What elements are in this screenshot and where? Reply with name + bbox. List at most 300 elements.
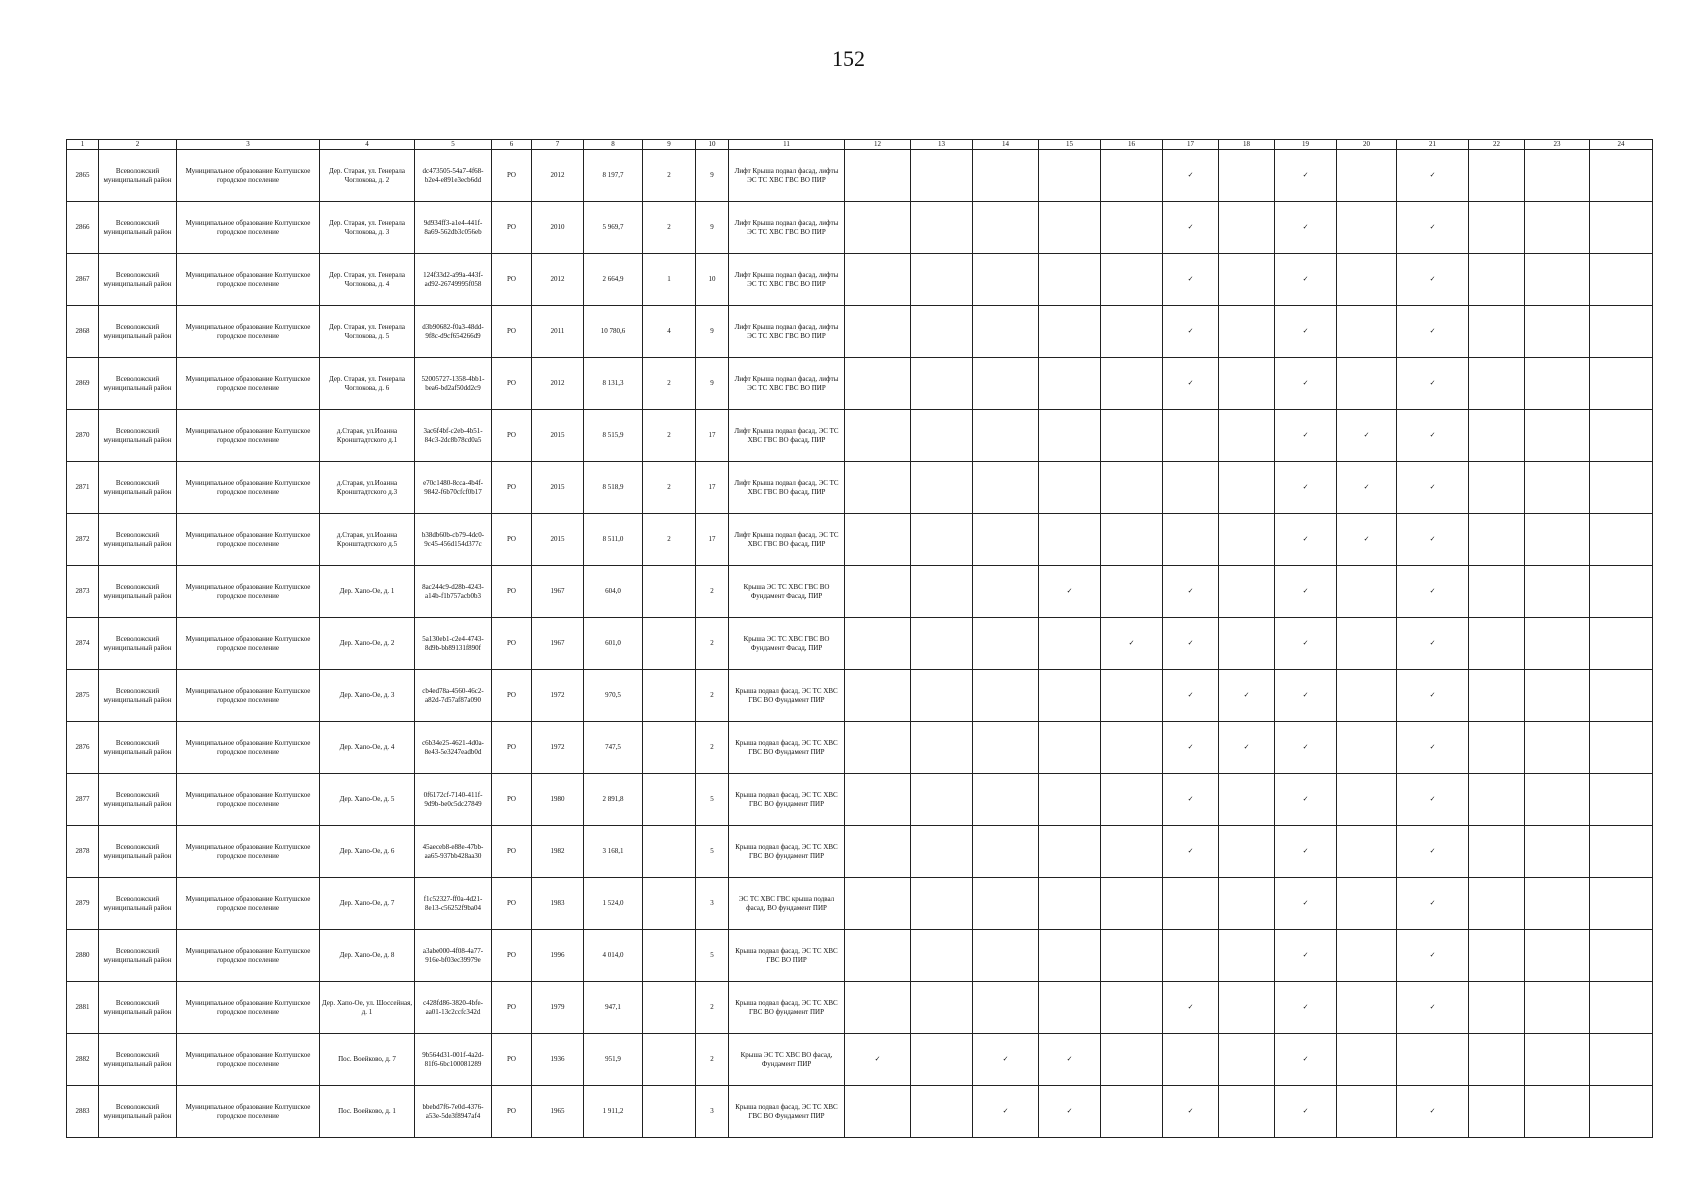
check-mark-icon: ✓ (1397, 878, 1469, 930)
municipality-cell: Муниципальное образование Колтушское городское поселение (177, 202, 320, 254)
empty-cell (911, 618, 973, 670)
address-cell: Дер. Хапо-Ое, д. 8 (320, 930, 415, 982)
type-cell: PO (492, 670, 532, 722)
check-mark-icon: ✓ (1397, 826, 1469, 878)
column-number: 5 (415, 140, 492, 150)
empty-cell (1590, 878, 1653, 930)
check-mark-icon: ✓ (1163, 306, 1219, 358)
check-mark-icon: ✓ (1337, 462, 1397, 514)
year-cell: 1979 (532, 982, 584, 1034)
empty-cell (911, 1034, 973, 1086)
area-cell: 947,1 (584, 982, 643, 1034)
check-mark-icon: ✓ (1275, 670, 1337, 722)
empty-cell (845, 722, 911, 774)
area-cell: 604,0 (584, 566, 643, 618)
municipality-cell: Муниципальное образование Колтушское городское поселение (177, 618, 320, 670)
empty-cell (845, 774, 911, 826)
table-row (67, 878, 1653, 930)
empty-cell (973, 670, 1039, 722)
empty-cell (1469, 826, 1525, 878)
empty-cell (1590, 774, 1653, 826)
check-mark-icon: ✓ (1163, 722, 1219, 774)
table-row (67, 774, 1653, 826)
row-number: 2881 (67, 982, 99, 1034)
type-cell: PO (492, 826, 532, 878)
col9-cell (643, 566, 696, 618)
check-mark-icon: ✓ (1275, 410, 1337, 462)
column-number: 1 (67, 140, 99, 150)
empty-cell (973, 930, 1039, 982)
row-number: 2866 (67, 202, 99, 254)
check-mark-icon: ✓ (1275, 878, 1337, 930)
district-cell: Всеволожский муниципальный район (99, 982, 177, 1034)
check-mark-icon: ✓ (1275, 1086, 1337, 1138)
district-cell: Всеволожский муниципальный район (99, 306, 177, 358)
empty-cell (1039, 202, 1101, 254)
district-cell: Всеволожский муниципальный район (99, 826, 177, 878)
type-cell: PO (492, 982, 532, 1034)
table-row (67, 1086, 1653, 1138)
empty-cell (1590, 150, 1653, 202)
empty-cell (1590, 982, 1653, 1034)
empty-cell (911, 1086, 973, 1138)
check-mark-icon: ✓ (1163, 358, 1219, 410)
municipality-cell: Муниципальное образование Колтушское городское поселение (177, 254, 320, 306)
table-row (67, 826, 1653, 878)
works-cell: Крыша подвал фасад, ЭС ТС ХВС ГВС ВО Фундамент ПИР (729, 670, 845, 722)
area-cell: 3 168,1 (584, 826, 643, 878)
table-row (67, 462, 1653, 514)
col10-cell: 9 (696, 306, 729, 358)
empty-cell (911, 202, 973, 254)
empty-cell (1469, 254, 1525, 306)
empty-cell (1219, 1034, 1275, 1086)
empty-cell (1590, 1086, 1653, 1138)
col9-cell: 2 (643, 514, 696, 566)
building-guid-cell: bbebd7f6-7e0d-4376-a53e-5de3f8947af4 (415, 1086, 492, 1138)
check-mark-icon: ✓ (1397, 202, 1469, 254)
check-mark-icon: ✓ (1275, 462, 1337, 514)
column-number: 16 (1101, 140, 1163, 150)
empty-cell (1101, 982, 1163, 1034)
empty-cell (1337, 306, 1397, 358)
empty-cell (845, 982, 911, 1034)
address-cell: Дер. Хапо-Ое, д. 6 (320, 826, 415, 878)
column-number-row (67, 140, 1653, 150)
column-number: 12 (845, 140, 911, 150)
check-mark-icon: ✓ (1275, 722, 1337, 774)
col9-cell (643, 774, 696, 826)
empty-cell (1101, 774, 1163, 826)
empty-cell (1525, 826, 1590, 878)
empty-cell (1101, 462, 1163, 514)
building-guid-cell: 3ac6f4bf-c2eb-4b51-84c3-2dc8b78cd0a5 (415, 410, 492, 462)
empty-cell (1469, 566, 1525, 618)
empty-cell (1525, 1086, 1590, 1138)
empty-cell (1219, 826, 1275, 878)
col9-cell (643, 826, 696, 878)
empty-cell (1337, 774, 1397, 826)
empty-cell (1219, 306, 1275, 358)
district-cell: Всеволожский муниципальный район (99, 202, 177, 254)
empty-cell (911, 462, 973, 514)
check-mark-icon: ✓ (1275, 566, 1337, 618)
empty-cell (973, 566, 1039, 618)
empty-cell (1590, 826, 1653, 878)
address-cell: Пос. Воейково, д. 7 (320, 1034, 415, 1086)
empty-cell (973, 462, 1039, 514)
empty-cell (1469, 774, 1525, 826)
works-cell: Крыша подвал фасад, ЭС ТС ХВС ГВС ВО фундамент ПИР (729, 826, 845, 878)
works-cell: Лифт Крыша подвал фасад, ЭС ТС ХВС ГВС ВО фасад, ПИР (729, 514, 845, 566)
district-cell: Всеволожский муниципальный район (99, 722, 177, 774)
empty-cell (1039, 306, 1101, 358)
area-cell: 8 511,0 (584, 514, 643, 566)
building-guid-cell: b38db60b-cb79-4dc0-9c45-456d154d377c (415, 514, 492, 566)
empty-cell (845, 1086, 911, 1138)
type-cell: PO (492, 1034, 532, 1086)
column-number: 11 (729, 140, 845, 150)
works-cell: Крыша подвал фасад, ЭС ТС ХВС ГВС ВО Фундамент ПИР (729, 1086, 845, 1138)
empty-cell (1163, 514, 1219, 566)
address-cell: д.Старая, ул.Иоанна Кронштадтского д.3 (320, 462, 415, 514)
municipality-cell: Муниципальное образование Колтушское городское поселение (177, 150, 320, 202)
building-guid-cell: 9d934ff3-a1e4-441f-8a69-562db3c056eb (415, 202, 492, 254)
empty-cell (1469, 306, 1525, 358)
empty-cell (973, 150, 1039, 202)
empty-cell (1525, 306, 1590, 358)
col10-cell: 17 (696, 514, 729, 566)
row-number: 2871 (67, 462, 99, 514)
col9-cell: 1 (643, 254, 696, 306)
check-mark-icon: ✓ (1101, 618, 1163, 670)
empty-cell (1219, 982, 1275, 1034)
row-number: 2883 (67, 1086, 99, 1138)
empty-cell (911, 410, 973, 462)
works-cell: Лифт Крыша подвал фасад, лифты ЭС ТС ХВС ГВС ВО ПИР (729, 254, 845, 306)
check-mark-icon: ✓ (1275, 514, 1337, 566)
empty-cell (1101, 930, 1163, 982)
district-cell: Всеволожский муниципальный район (99, 254, 177, 306)
district-cell: Всеволожский муниципальный район (99, 462, 177, 514)
district-cell: Всеволожский муниципальный район (99, 358, 177, 410)
column-number: 20 (1337, 140, 1397, 150)
check-mark-icon: ✓ (1275, 930, 1337, 982)
type-cell: PO (492, 618, 532, 670)
district-cell: Всеволожский муниципальный район (99, 150, 177, 202)
empty-cell (1469, 462, 1525, 514)
column-number: 2 (99, 140, 177, 150)
works-cell: Крыша подвал фасад, ЭС ТС ХВС ГВС ВО Фундамент ПИР (729, 722, 845, 774)
col10-cell: 3 (696, 878, 729, 930)
check-mark-icon: ✓ (1275, 202, 1337, 254)
row-number: 2873 (67, 566, 99, 618)
empty-cell (1039, 150, 1101, 202)
row-number: 2867 (67, 254, 99, 306)
works-cell: Лифт Крыша подвал фасад, ЭС ТС ХВС ГВС ВО фасад, ПИР (729, 410, 845, 462)
works-cell: Крыша ЭС ТС ХВС ВО фасад, Фундамент ПИР (729, 1034, 845, 1086)
empty-cell (973, 254, 1039, 306)
check-mark-icon: ✓ (1219, 722, 1275, 774)
works-cell: Лифт Крыша подвал фасад, лифты ЭС ТС ХВС ГВС ВО ПИР (729, 306, 845, 358)
empty-cell (1101, 358, 1163, 410)
address-cell: Дер. Хапо-Ое, д. 3 (320, 670, 415, 722)
empty-cell (1469, 150, 1525, 202)
check-mark-icon: ✓ (1163, 618, 1219, 670)
col10-cell: 9 (696, 358, 729, 410)
empty-cell (1525, 202, 1590, 254)
building-guid-cell: 45aeceb8-e88e-47bb-aa65-937bb428aa30 (415, 826, 492, 878)
year-cell: 2011 (532, 306, 584, 358)
empty-cell (1337, 930, 1397, 982)
empty-cell (911, 982, 973, 1034)
check-mark-icon: ✓ (1397, 722, 1469, 774)
building-guid-cell: c6b34e25-4621-4d0a-8e43-5e3247eadb0d (415, 722, 492, 774)
empty-cell (1101, 254, 1163, 306)
empty-cell (1469, 1034, 1525, 1086)
empty-cell (973, 878, 1039, 930)
building-guid-cell: e70c1480-8cca-4b4f-9842-f6b70cfcf0b17 (415, 462, 492, 514)
district-cell: Всеволожский муниципальный район (99, 774, 177, 826)
table-row (67, 358, 1653, 410)
empty-cell (1337, 254, 1397, 306)
district-cell: Всеволожский муниципальный район (99, 1034, 177, 1086)
check-mark-icon: ✓ (1275, 826, 1337, 878)
table-row (67, 150, 1653, 202)
column-number: 7 (532, 140, 584, 150)
area-cell: 1 524,0 (584, 878, 643, 930)
address-cell: Пос. Воейково, д. 1 (320, 1086, 415, 1138)
col10-cell: 9 (696, 150, 729, 202)
empty-cell (1590, 514, 1653, 566)
row-number: 2878 (67, 826, 99, 878)
year-cell: 1983 (532, 878, 584, 930)
empty-cell (1039, 930, 1101, 982)
area-cell: 747,5 (584, 722, 643, 774)
col10-cell: 5 (696, 930, 729, 982)
type-cell: PO (492, 1086, 532, 1138)
year-cell: 1967 (532, 566, 584, 618)
empty-cell (973, 306, 1039, 358)
empty-cell (1590, 254, 1653, 306)
check-mark-icon: ✓ (1275, 150, 1337, 202)
year-cell: 1967 (532, 618, 584, 670)
col9-cell (643, 670, 696, 722)
building-guid-cell: a3abe000-4f08-4a77-916e-bf03ec39979e (415, 930, 492, 982)
empty-cell (1337, 566, 1397, 618)
type-cell: PO (492, 722, 532, 774)
area-cell: 8 515,9 (584, 410, 643, 462)
empty-cell (1039, 254, 1101, 306)
row-number: 2879 (67, 878, 99, 930)
table-row (67, 982, 1653, 1034)
empty-cell (1101, 202, 1163, 254)
empty-cell (1101, 306, 1163, 358)
empty-cell (1590, 566, 1653, 618)
empty-cell (911, 514, 973, 566)
year-cell: 1965 (532, 1086, 584, 1138)
empty-cell (1590, 306, 1653, 358)
year-cell: 2015 (532, 410, 584, 462)
empty-cell (1525, 618, 1590, 670)
empty-cell (1525, 774, 1590, 826)
empty-cell (1525, 982, 1590, 1034)
empty-cell (1101, 1086, 1163, 1138)
building-guid-cell: c428fd86-3820-4bfe-aa01-13c2ccfc342d (415, 982, 492, 1034)
row-number: 2880 (67, 930, 99, 982)
empty-cell (973, 982, 1039, 1034)
municipality-cell: Муниципальное образование Колтушское городское поселение (177, 462, 320, 514)
empty-cell (845, 826, 911, 878)
empty-cell (1219, 878, 1275, 930)
empty-cell (1525, 514, 1590, 566)
empty-cell (1337, 358, 1397, 410)
row-number: 2868 (67, 306, 99, 358)
works-cell: Крыша подвал фасад, ЭС ТС ХВС ГВС ВО фундамент ПИР (729, 774, 845, 826)
column-number: 23 (1525, 140, 1590, 150)
column-number: 3 (177, 140, 320, 150)
column-number: 22 (1469, 140, 1525, 150)
row-number: 2870 (67, 410, 99, 462)
col9-cell (643, 878, 696, 930)
municipality-cell: Муниципальное образование Колтушское городское поселение (177, 930, 320, 982)
type-cell: PO (492, 306, 532, 358)
empty-cell (1039, 826, 1101, 878)
empty-cell (911, 670, 973, 722)
check-mark-icon: ✓ (1039, 1034, 1101, 1086)
table-row (67, 254, 1653, 306)
year-cell: 2012 (532, 150, 584, 202)
municipality-cell: Муниципальное образование Колтушское городское поселение (177, 826, 320, 878)
empty-cell (1163, 878, 1219, 930)
building-guid-cell: 8ac244c9-d28b-4243-a14b-f1b757acb0b3 (415, 566, 492, 618)
col10-cell: 2 (696, 618, 729, 670)
municipality-cell: Муниципальное образование Колтушское городское поселение (177, 1086, 320, 1138)
empty-cell (973, 774, 1039, 826)
address-cell: Дер. Старая, ул. Генерала Чоглокова, д. 2 (320, 150, 415, 202)
building-guid-cell: dc473505-54a7-4f68-b2e4-e891e3ecb6dd (415, 150, 492, 202)
district-cell: Всеволожский муниципальный район (99, 930, 177, 982)
check-mark-icon: ✓ (1397, 358, 1469, 410)
year-cell: 1996 (532, 930, 584, 982)
empty-cell (1039, 358, 1101, 410)
col9-cell (643, 930, 696, 982)
type-cell: PO (492, 202, 532, 254)
check-mark-icon: ✓ (1397, 566, 1469, 618)
check-mark-icon: ✓ (1397, 410, 1469, 462)
empty-cell (845, 514, 911, 566)
empty-cell (1219, 774, 1275, 826)
district-cell: Всеволожский муниципальный район (99, 1086, 177, 1138)
year-cell: 2012 (532, 254, 584, 306)
area-cell: 951,9 (584, 1034, 643, 1086)
empty-cell (1469, 514, 1525, 566)
municipality-cell: Муниципальное образование Колтушское городское поселение (177, 358, 320, 410)
empty-cell (1219, 358, 1275, 410)
column-number: 6 (492, 140, 532, 150)
col9-cell: 2 (643, 358, 696, 410)
address-cell: Дер. Хапо-Ое, д. 4 (320, 722, 415, 774)
check-mark-icon: ✓ (973, 1086, 1039, 1138)
district-cell: Всеволожский муниципальный район (99, 878, 177, 930)
empty-cell (1101, 514, 1163, 566)
check-mark-icon: ✓ (1275, 618, 1337, 670)
type-cell: PO (492, 774, 532, 826)
empty-cell (845, 202, 911, 254)
empty-cell (845, 254, 911, 306)
empty-cell (911, 774, 973, 826)
col10-cell: 2 (696, 982, 729, 1034)
empty-cell (1525, 566, 1590, 618)
col10-cell: 2 (696, 1034, 729, 1086)
empty-cell (1039, 722, 1101, 774)
column-number: 4 (320, 140, 415, 150)
table-row (67, 1034, 1653, 1086)
area-cell: 601,0 (584, 618, 643, 670)
type-cell: PO (492, 930, 532, 982)
year-cell: 2015 (532, 462, 584, 514)
check-mark-icon: ✓ (1397, 254, 1469, 306)
empty-cell (1337, 722, 1397, 774)
col9-cell (643, 722, 696, 774)
check-mark-icon: ✓ (1163, 826, 1219, 878)
address-cell: Дер. Хапо-Ое, д. 5 (320, 774, 415, 826)
empty-cell (1525, 150, 1590, 202)
municipality-cell: Муниципальное образование Колтушское городское поселение (177, 670, 320, 722)
table-row (67, 410, 1653, 462)
address-cell: Дер. Хапо-Ое, д. 7 (320, 878, 415, 930)
empty-cell (1039, 878, 1101, 930)
col9-cell (643, 1086, 696, 1138)
empty-cell (1590, 670, 1653, 722)
empty-cell (1039, 410, 1101, 462)
type-cell: PO (492, 566, 532, 618)
empty-cell (1219, 150, 1275, 202)
municipality-cell: Муниципальное образование Колтушское городское поселение (177, 410, 320, 462)
type-cell: PO (492, 150, 532, 202)
address-cell: Дер. Хапо-Ое, д. 2 (320, 618, 415, 670)
empty-cell (1590, 202, 1653, 254)
check-mark-icon: ✓ (1163, 254, 1219, 306)
empty-cell (1101, 722, 1163, 774)
empty-cell (1469, 722, 1525, 774)
row-number: 2876 (67, 722, 99, 774)
empty-cell (1397, 1034, 1469, 1086)
type-cell: PO (492, 410, 532, 462)
col10-cell: 10 (696, 254, 729, 306)
area-cell: 8 131,3 (584, 358, 643, 410)
empty-cell (1219, 462, 1275, 514)
empty-cell (1039, 514, 1101, 566)
check-mark-icon: ✓ (1163, 566, 1219, 618)
empty-cell (1039, 774, 1101, 826)
empty-cell (1337, 1034, 1397, 1086)
row-number: 2875 (67, 670, 99, 722)
area-cell: 10 780,6 (584, 306, 643, 358)
empty-cell (1469, 670, 1525, 722)
empty-cell (845, 670, 911, 722)
empty-cell (1101, 566, 1163, 618)
empty-cell (1469, 618, 1525, 670)
table-row (67, 722, 1653, 774)
empty-cell (1469, 878, 1525, 930)
empty-cell (1337, 1086, 1397, 1138)
empty-cell (845, 150, 911, 202)
col10-cell: 2 (696, 722, 729, 774)
building-guid-cell: 9b564d31-001f-4a2d-81f6-6bc100081289 (415, 1034, 492, 1086)
works-cell: Крыша подвал фасад, ЭС ТС ХВС ГВС ВО ПИР (729, 930, 845, 982)
empty-cell (1469, 930, 1525, 982)
